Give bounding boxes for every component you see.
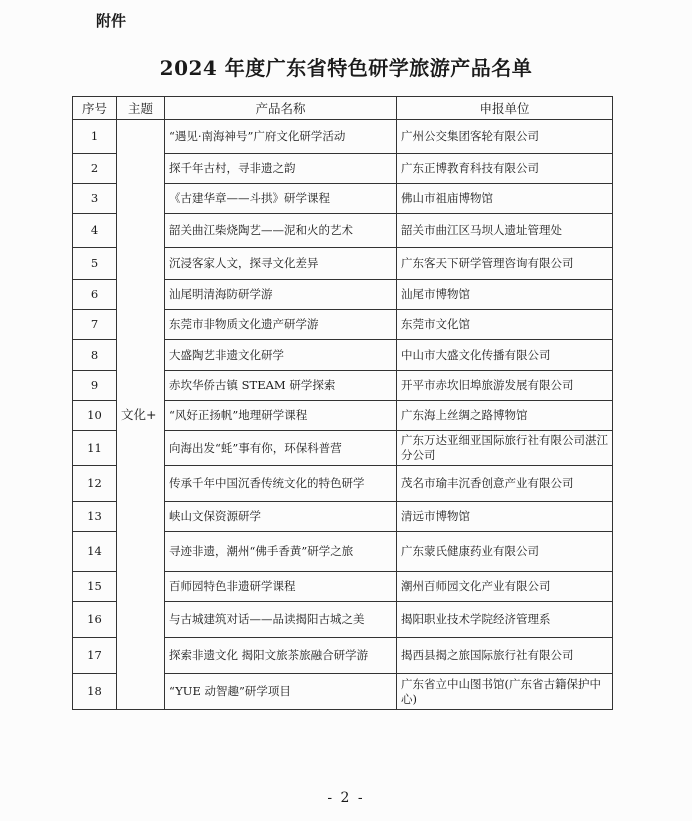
page-number: - 2 - xyxy=(327,790,365,806)
product-name-cell: “遇见·南海神号”广府文化研学活动 xyxy=(165,120,397,154)
row-number: 18 xyxy=(73,674,117,710)
product-name-cell: 赤坎华侨古镇 STEAM 研学探索 xyxy=(165,371,397,401)
row-number: 9 xyxy=(73,371,117,401)
applicant-cell: 中山市大盛文化传播有限公司 xyxy=(397,340,613,371)
product-name-cell: “YUE 动智趣”研学项目 xyxy=(165,674,397,710)
applicant-cell: 茂名市瑜丰沉香创意产业有限公司 xyxy=(397,466,613,502)
applicant-cell: 广东正博教育科技有限公司 xyxy=(397,154,613,184)
header-theme: 主题 xyxy=(117,97,165,120)
applicant-cell: 汕尾市博物馆 xyxy=(397,280,613,310)
row-number: 12 xyxy=(73,466,117,502)
row-number: 7 xyxy=(73,310,117,340)
theme-cell: 文化+ xyxy=(117,120,165,710)
row-number: 16 xyxy=(73,602,117,638)
product-name-cell: 传承千年中国沉香传统文化的特色研学 xyxy=(165,466,397,502)
row-number: 1 xyxy=(73,120,117,154)
product-name-cell: 向海出发“蚝”事有你，环保科普营 xyxy=(165,431,397,466)
row-number: 15 xyxy=(73,572,117,602)
applicant-cell: 广州公交集团客轮有限公司 xyxy=(397,120,613,154)
table-body xyxy=(73,120,613,710)
row-number: 10 xyxy=(73,401,117,431)
product-table xyxy=(72,96,613,710)
product-name-cell: 东莞市非物质文化遗产研学游 xyxy=(165,310,397,340)
row-number: 14 xyxy=(73,532,117,572)
product-name-cell: 韶关曲江柴烧陶艺——泥和火的艺术 xyxy=(165,214,397,248)
applicant-cell: 揭西县揭之旅国际旅行社有限公司 xyxy=(397,638,613,674)
row-number: 5 xyxy=(73,248,117,280)
product-name-cell: 汕尾明清海防研学游 xyxy=(165,280,397,310)
row-number: 13 xyxy=(73,502,117,532)
row-number: 4 xyxy=(73,214,117,248)
product-name-cell: 探索非遗文化 揭阳文旅茶旅融合研学游 xyxy=(165,638,397,674)
attachment-label: 附件 xyxy=(96,12,127,30)
applicant-cell: 广东客天下研学管理咨询有限公司 xyxy=(397,248,613,280)
row-number: 2 xyxy=(73,154,117,184)
applicant-cell: 揭阳职业技术学院经济管理系 xyxy=(397,602,613,638)
header-no: 序号 xyxy=(73,97,117,120)
product-name-cell: “风好正扬帆”地理研学课程 xyxy=(165,401,397,431)
applicant-cell: 清远市博物馆 xyxy=(397,502,613,532)
applicant-cell: 韶关市曲江区马坝人遗址管理处 xyxy=(397,214,613,248)
product-name-cell: 大盛陶艺非遗文化研学 xyxy=(165,340,397,371)
header-applicant: 申报单位 xyxy=(397,97,613,120)
applicant-cell: 潮州百师园文化产业有限公司 xyxy=(397,572,613,602)
product-name-cell: 峡山文保资源研学 xyxy=(165,502,397,532)
applicant-cell: 广东省立中山图书馆(广东省古籍保护中心) xyxy=(397,674,613,710)
table-row xyxy=(73,120,613,154)
page-title: 2024 年度广东省特色研学旅游产品名单 xyxy=(159,56,533,80)
row-number: 6 xyxy=(73,280,117,310)
row-number: 11 xyxy=(73,431,117,466)
product-name-cell: 沉浸客家人文，探寻文化差异 xyxy=(165,248,397,280)
product-name-cell: 探千年古村，寻非遗之韵 xyxy=(165,154,397,184)
applicant-cell: 广东万达亚细亚国际旅行社有限公司湛江分公司 xyxy=(397,431,613,466)
applicant-cell: 东莞市文化馆 xyxy=(397,310,613,340)
applicant-cell: 佛山市祖庙博物馆 xyxy=(397,184,613,214)
table-header-row xyxy=(73,97,613,120)
header-product-name: 产品名称 xyxy=(165,97,397,120)
applicant-cell: 开平市赤坎旧埠旅游发展有限公司 xyxy=(397,371,613,401)
row-number: 8 xyxy=(73,340,117,371)
product-name-cell: 百师园特色非遗研学课程 xyxy=(165,572,397,602)
product-name-cell: 寻迹非遗，潮州“佛手香黄”研学之旅 xyxy=(165,532,397,572)
product-name-cell: 《古建华章——斗拱》研学课程 xyxy=(165,184,397,214)
applicant-cell: 广东海上丝绸之路博物馆 xyxy=(397,401,613,431)
applicant-cell: 广东蒙氏健康药业有限公司 xyxy=(397,532,613,572)
row-number: 17 xyxy=(73,638,117,674)
row-number: 3 xyxy=(73,184,117,214)
product-name-cell: 与古城建筑对话——品读揭阳古城之美 xyxy=(165,602,397,638)
